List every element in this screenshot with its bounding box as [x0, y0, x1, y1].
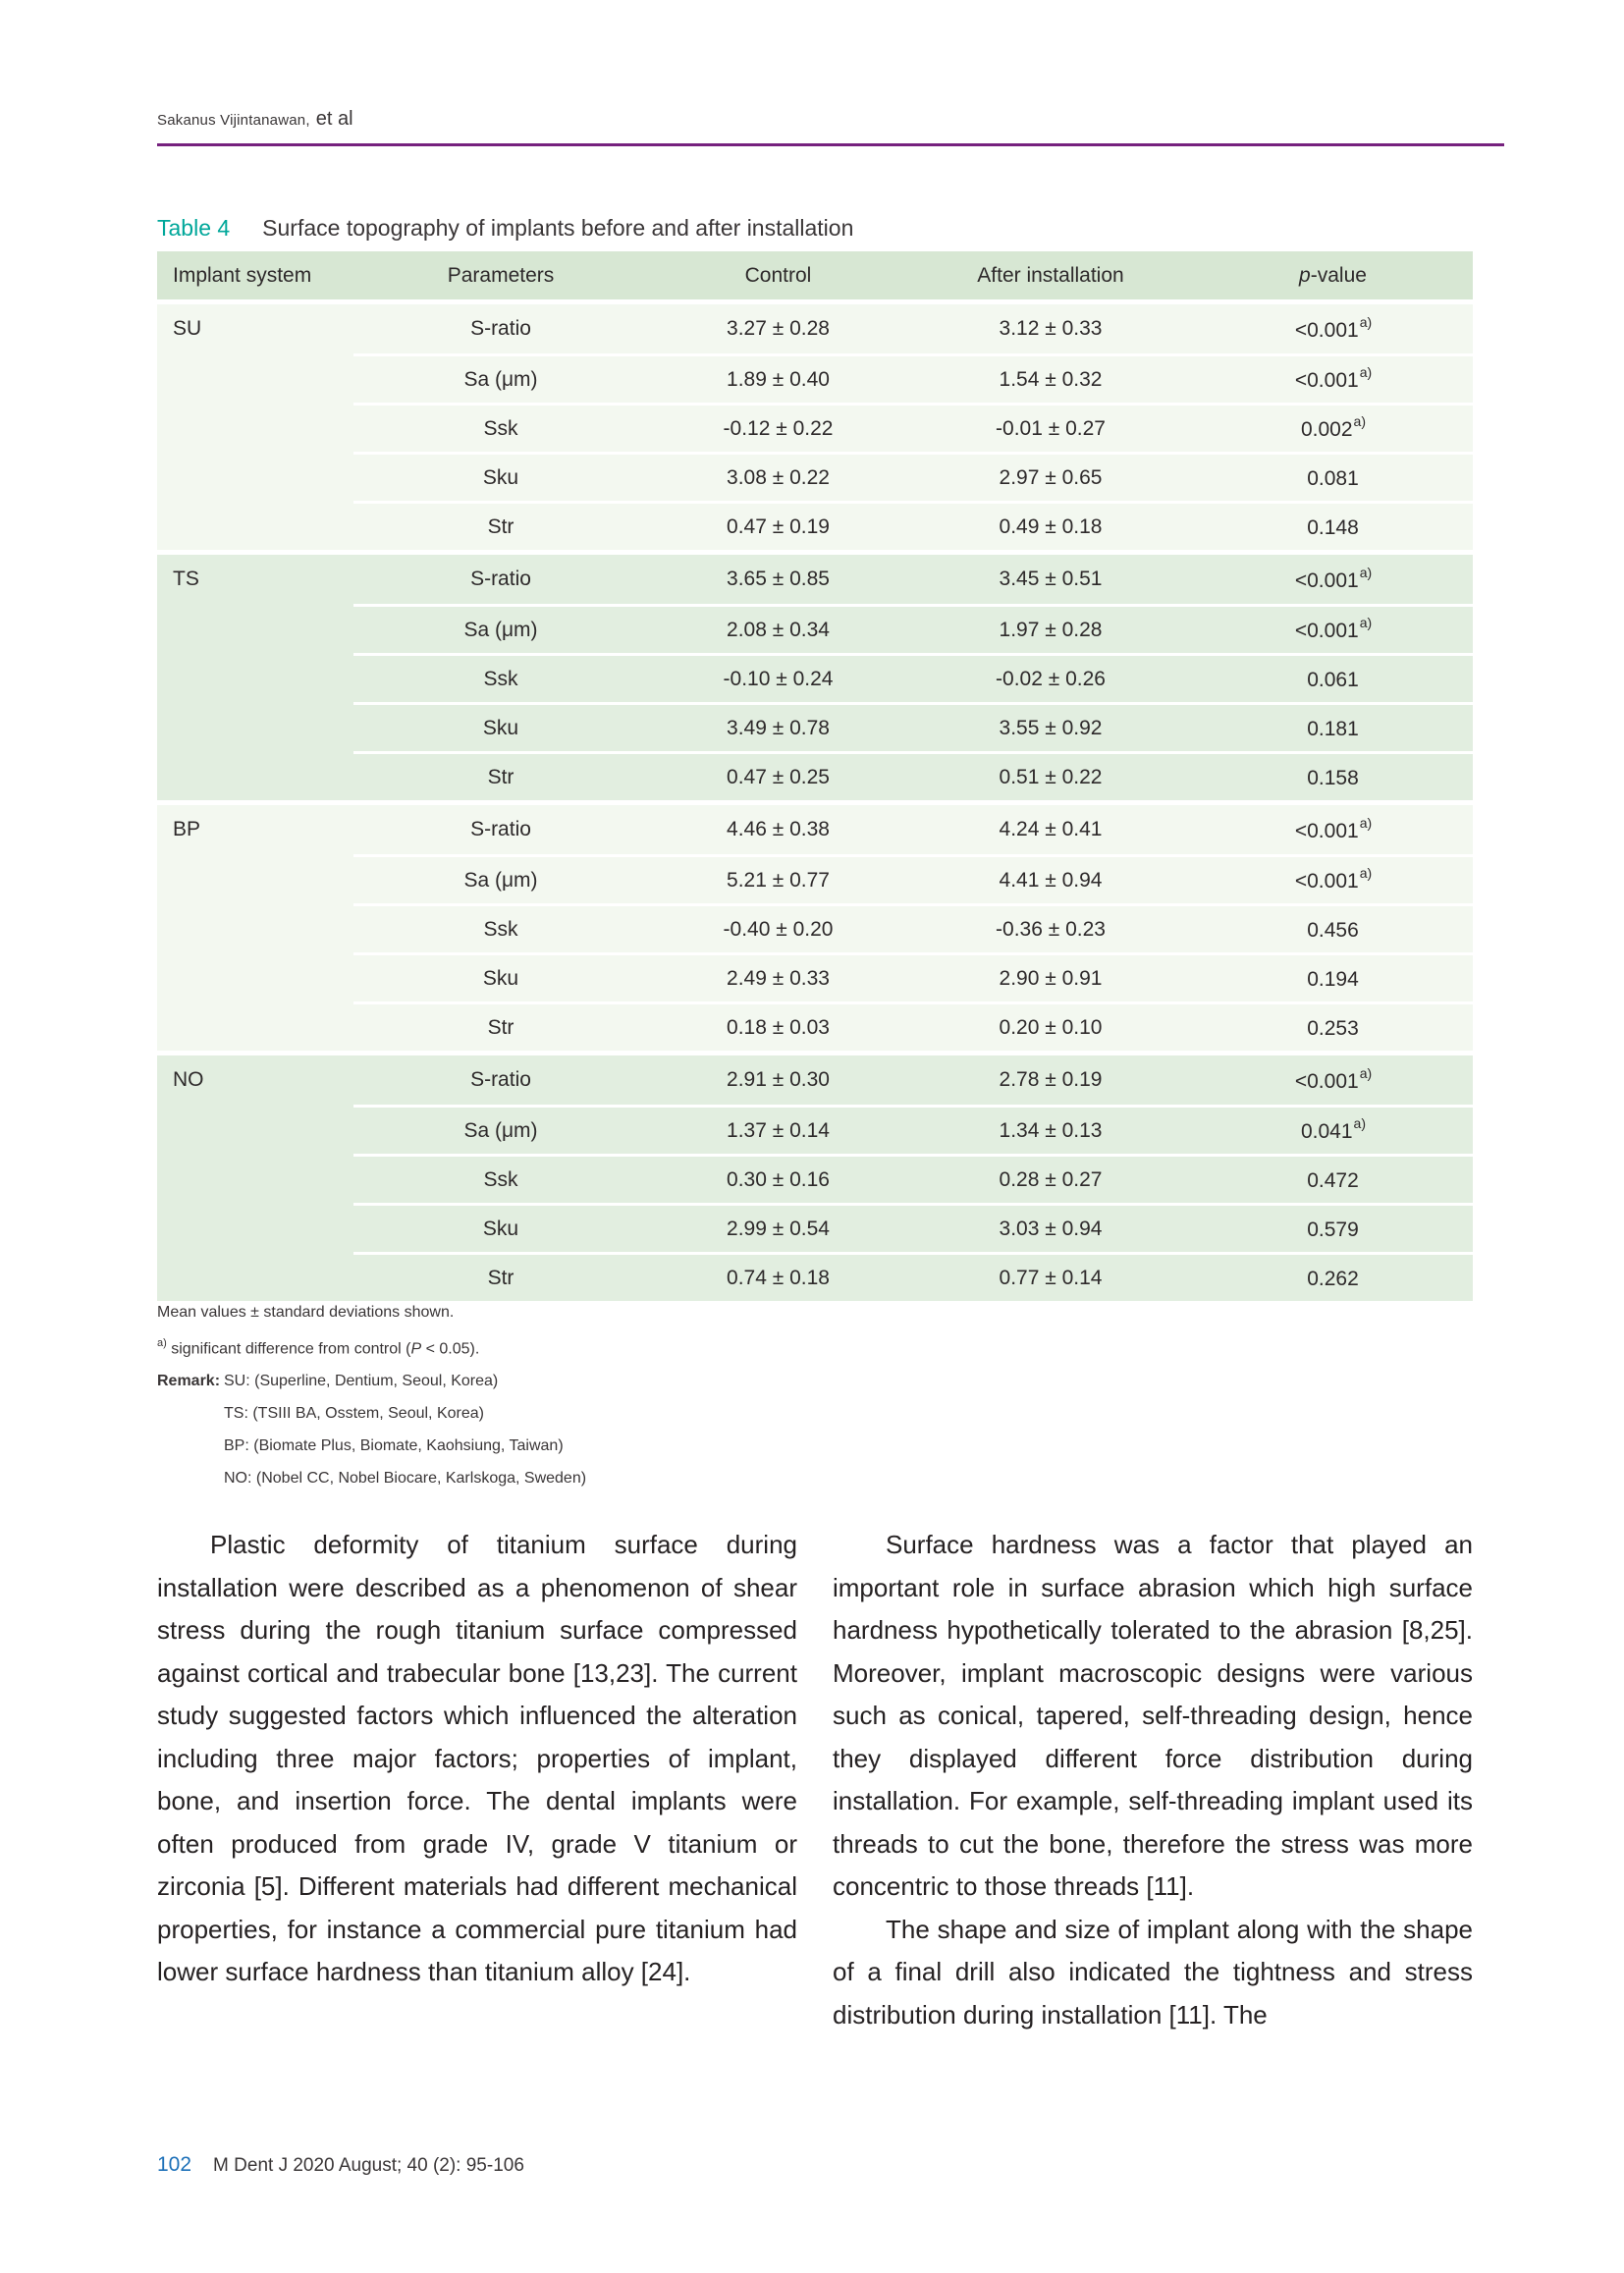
p-value-text: 0.002 [1300, 418, 1353, 441]
significance-marker: a) [1359, 865, 1373, 881]
table-label: Table 4 [157, 215, 231, 241]
p-value-cell [1193, 1216, 1473, 1242]
table-row [353, 1105, 1473, 1154]
group-rows [353, 1055, 1473, 1301]
after-cell: 4.24 ± 0.41 [999, 818, 1103, 840]
control-cell: 2.49 ± 0.33 [727, 966, 830, 990]
column-header-p-value [1193, 264, 1473, 288]
p-value-header-italic: p [1299, 263, 1311, 287]
table-row [353, 1154, 1473, 1203]
running-head-etal: et al [315, 108, 353, 130]
significance-marker: a) [1359, 615, 1373, 630]
remark-line-bp: BP: (Biomate Plus, Biomate, Kaohsiung, Taiwan) [224, 1437, 564, 1455]
page-footer [157, 2153, 524, 2177]
p-value-text: 0.148 [1307, 516, 1359, 539]
parameter-cell: Ssk [483, 667, 518, 690]
p-value-cell [1193, 514, 1473, 540]
parameter-cell: Sa (μm) [463, 618, 538, 641]
p-value-cell [1193, 1265, 1473, 1291]
table-row [353, 403, 1473, 452]
control-cell: 2.91 ± 0.30 [727, 1068, 830, 1091]
table-row [353, 952, 1473, 1001]
table-row [353, 1252, 1473, 1301]
parameter-cell: Str [487, 1015, 514, 1039]
body-paragraph: Surface hardness was a factor that played an important role in surface abrasion which high surface hardness hypothetically tolerated to the abrasion [8,25]. Moreover, implant macroscopic designs were various such as conical, tapered, self-threading design, hence they displayed different force distribution during installation. For example, self-threading implant used its threads to cut the bone, therefore the stress was more concentric to those threads [11]. [833, 1530, 1473, 1901]
table-row [353, 751, 1473, 800]
p-value-text: 0.061 [1307, 669, 1359, 691]
parameter-cell: Ssk [483, 1167, 518, 1191]
implant-system-cell: NO [173, 1068, 204, 1091]
table-row [353, 555, 1473, 604]
parameter-cell: S-ratio [470, 317, 531, 340]
parameter-cell: Sku [482, 465, 519, 489]
parameter-cell: Str [487, 1266, 514, 1289]
p-value-text: 0.579 [1307, 1218, 1359, 1241]
after-cell: -0.02 ± 0.26 [996, 667, 1106, 690]
group-rows [353, 805, 1473, 1051]
journal-citation: M Dent J 2020 August; 40 (2): 95-106 [213, 2155, 524, 2176]
control-cell: 5.21 ± 0.77 [727, 868, 830, 892]
after-cell: -0.36 ± 0.23 [996, 917, 1106, 941]
p-value-cell [1193, 666, 1473, 692]
p-value-cell [1193, 965, 1473, 992]
p-value-cell [1193, 415, 1473, 442]
after-cell: 3.55 ± 0.92 [999, 716, 1103, 739]
p-value-cell [1193, 313, 1473, 343]
p-value-cell [1193, 1064, 1473, 1094]
after-cell: 3.45 ± 0.51 [999, 568, 1103, 590]
after-cell: 0.49 ± 0.18 [999, 514, 1103, 538]
table-row [353, 854, 1473, 903]
table-group-bp [157, 805, 1473, 1051]
p-value-cell [1193, 1014, 1473, 1041]
parameter-cell: Sku [482, 1217, 519, 1240]
parameter-cell: Str [487, 765, 514, 788]
table-header-row [157, 251, 1473, 299]
p-value-cell [1193, 814, 1473, 843]
parameter-cell: S-ratio [470, 1068, 531, 1091]
table-footnotes [157, 1296, 586, 1494]
p-value-cell [1193, 1117, 1473, 1144]
after-cell: 2.97 ± 0.65 [999, 465, 1103, 489]
p-value-text: <0.001 [1294, 620, 1359, 642]
running-head-authors: Sakanus Vijintanawan, [157, 112, 310, 129]
after-cell: 2.90 ± 0.91 [999, 966, 1103, 990]
after-cell: -0.01 ± 0.27 [996, 416, 1106, 440]
after-cell: 1.54 ± 0.32 [999, 367, 1103, 391]
control-cell: 4.46 ± 0.38 [727, 818, 830, 840]
after-cell: 0.51 ± 0.22 [999, 765, 1103, 788]
table-row [353, 653, 1473, 702]
p-value-cell [1193, 366, 1473, 393]
p-value-text: 0.158 [1307, 767, 1359, 789]
p-value-text: 0.253 [1307, 1017, 1359, 1040]
body-paragraph: Plastic deformity of titanium surface during installation were described as a phenomenon of shear stress during the rough titanium surface compressed against cortical and trabecular bone [13,23]. The current study suggested factors which influenced the alteration including three major factors; properties of implant, bone, and insertion force. The dental implants were often produced from grade IV, grade V titanium or zirconia [5]. Different materials had different mechanical properties, for instance a commercial pure titanium had lower surface hardness than titanium alloy [24]. [157, 1530, 797, 1986]
table-group-su [157, 304, 1473, 550]
control-cell: 1.37 ± 0.14 [727, 1118, 830, 1142]
p-value-text: 0.472 [1307, 1169, 1359, 1192]
control-cell: -0.40 ± 0.20 [723, 917, 834, 941]
table-row [353, 1001, 1473, 1051]
p-value-text: <0.001 [1294, 1069, 1359, 1093]
parameter-cell: S-ratio [470, 818, 531, 840]
table-row [353, 1203, 1473, 1252]
implant-system-cell: BP [173, 818, 201, 840]
group-rows [353, 304, 1473, 550]
body-column-right [833, 1524, 1473, 2036]
control-cell: -0.12 ± 0.22 [723, 416, 834, 440]
footnote-sig-italic-p: P [410, 1340, 422, 1358]
column-header-after-installation: After installation [977, 263, 1124, 287]
footnote-sig-pre: significant difference from control ( [166, 1340, 411, 1358]
control-cell: 0.47 ± 0.25 [727, 765, 830, 788]
parameter-cell: Str [487, 514, 514, 538]
p-value-cell [1193, 867, 1473, 893]
table-row [353, 304, 1473, 353]
table-section [157, 215, 1473, 1301]
table-row [353, 903, 1473, 952]
remark-label: Remark: [157, 1373, 221, 1390]
p-value-cell [1193, 764, 1473, 790]
table-row [353, 452, 1473, 501]
footnote-marker: a) [157, 1337, 167, 1349]
p-value-header-rest: -value [1310, 263, 1367, 287]
table-group-ts [157, 555, 1473, 800]
significance-marker: a) [1353, 413, 1366, 429]
after-cell: 1.97 ± 0.28 [999, 618, 1103, 641]
control-cell: -0.10 ± 0.24 [723, 667, 834, 690]
column-header-control: Control [744, 263, 812, 287]
p-value-text: <0.001 [1294, 369, 1359, 392]
table-row [353, 604, 1473, 653]
control-cell: 2.08 ± 0.34 [727, 618, 830, 641]
header-rule [157, 143, 1504, 146]
p-value-text: 0.181 [1307, 718, 1359, 740]
remark-line-su: SU: (Superline, Dentium, Seoul, Korea) [224, 1373, 499, 1390]
table-title [157, 215, 1473, 242]
implant-system-cell: TS [173, 568, 199, 590]
control-cell: 0.47 ± 0.19 [727, 514, 830, 538]
control-cell: 3.65 ± 0.85 [727, 568, 830, 590]
significance-marker: a) [1359, 564, 1373, 580]
group-rows [353, 555, 1473, 800]
column-header-parameters: Parameters [447, 263, 555, 287]
parameter-cell: Sa (μm) [463, 868, 538, 892]
after-cell: 2.78 ± 0.19 [999, 1068, 1103, 1091]
parameter-cell: Ssk [483, 416, 518, 440]
p-value-cell [1193, 916, 1473, 943]
body-column-left [157, 1524, 797, 1994]
control-cell: 3.08 ± 0.22 [727, 465, 830, 489]
significance-marker: a) [1359, 1064, 1373, 1081]
table-row [353, 501, 1473, 550]
p-value-text: 0.081 [1307, 467, 1359, 490]
control-cell: 3.27 ± 0.28 [727, 317, 830, 340]
footnote-significance [157, 1328, 586, 1365]
table-caption: Surface topography of implants before and after installation [262, 215, 854, 241]
control-cell: 1.89 ± 0.40 [727, 367, 830, 391]
after-cell: 0.28 ± 0.27 [999, 1167, 1103, 1191]
control-cell: 3.49 ± 0.78 [727, 716, 830, 739]
parameter-cell: S-ratio [470, 568, 531, 590]
p-value-text: 0.194 [1307, 968, 1359, 991]
p-value-cell [1193, 564, 1473, 593]
control-cell: 0.74 ± 0.18 [727, 1266, 830, 1289]
p-value-cell [1193, 464, 1473, 491]
body-paragraph: The shape and size of implant along with the shape of a final drill also indicated the tightness and stress distribution during installation [11]. The [833, 1914, 1473, 2029]
table-row [353, 805, 1473, 854]
remark-line-ts: TS: (TSIII BA, Osstem, Seoul, Korea) [224, 1405, 484, 1423]
p-value-cell [1193, 617, 1473, 643]
p-value-text: 0.041 [1300, 1120, 1353, 1143]
running-head [157, 108, 353, 131]
column-header-implant-system: Implant system [173, 263, 312, 287]
page-number: 102 [157, 2153, 192, 2176]
parameter-cell: Sku [482, 716, 519, 739]
after-cell: 1.34 ± 0.13 [999, 1118, 1103, 1142]
p-value-cell [1193, 1166, 1473, 1193]
table-row [353, 702, 1473, 751]
p-value-text: 0.262 [1307, 1268, 1359, 1290]
footnote-sig-post: < 0.05). [421, 1340, 480, 1358]
after-cell: 0.77 ± 0.14 [999, 1266, 1103, 1289]
p-value-cell [1193, 715, 1473, 741]
after-cell: 3.12 ± 0.33 [999, 317, 1103, 340]
table-group-no [157, 1055, 1473, 1301]
parameter-cell: Sa (μm) [463, 367, 538, 391]
control-cell: 0.18 ± 0.03 [727, 1015, 830, 1039]
p-value-text: 0.456 [1307, 919, 1359, 942]
control-cell: 0.30 ± 0.16 [727, 1167, 830, 1191]
significance-marker: a) [1359, 364, 1373, 380]
significance-marker: a) [1353, 1115, 1366, 1131]
significance-marker: a) [1359, 313, 1373, 330]
after-cell: 0.20 ± 0.10 [999, 1015, 1103, 1039]
parameter-cell: Ssk [483, 917, 518, 941]
after-cell: 3.03 ± 0.94 [999, 1217, 1103, 1240]
p-value-text: <0.001 [1294, 318, 1359, 342]
p-value-text: <0.001 [1294, 819, 1359, 842]
remark-lines [224, 1365, 586, 1494]
remark-line-no: NO: (Nobel CC, Nobel Biocare, Karlskoga, Sweden) [224, 1470, 587, 1488]
p-value-text: <0.001 [1294, 870, 1359, 893]
remark-block [157, 1365, 586, 1494]
after-cell: 4.41 ± 0.94 [999, 868, 1103, 892]
p-value-text: <0.001 [1294, 568, 1359, 592]
footnote-mean: Mean values ± standard deviations shown. [157, 1304, 455, 1321]
table-row [353, 353, 1473, 403]
table-row [353, 1055, 1473, 1105]
parameter-cell: Sku [482, 966, 519, 990]
control-cell: 2.99 ± 0.54 [727, 1217, 830, 1240]
significance-marker: a) [1359, 814, 1373, 831]
implant-system-cell: SU [173, 317, 202, 340]
parameter-cell: Sa (μm) [463, 1118, 538, 1142]
